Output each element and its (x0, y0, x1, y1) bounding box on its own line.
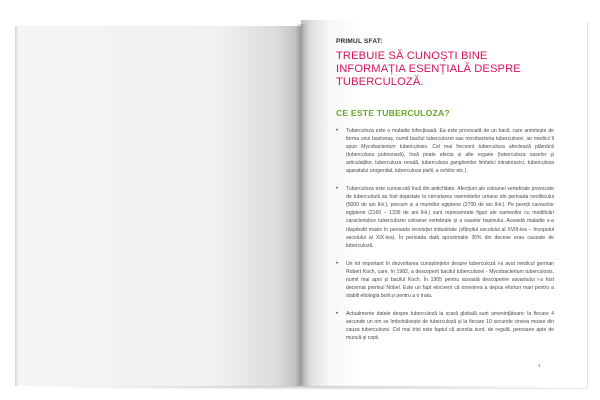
section-heading: CE ESTE TUBERCULOZA? (336, 108, 450, 118)
right-page-content (336, 38, 554, 352)
paragraph-text: Tuberculoza este cunoscută încă din antichitate. Afecțiuni ale coloanei vertebrale provocate de tuberculoză au fost depistate la cercetarea osemintelor umane din perioada neoliticului (5000 de ani îHr.), precum și a mumiilor egiptene (2700 de ani îHr.). Pe pereții cavourilor egiptene (2160 – 1335 de ani îHr.) sunt reprezentate figuri ale oamenilor cu modificări caracteristice tuberculozei coloanei vertebrale și a oaselor bazinului. Această maladie s-a răspândit masiv în perioada revoluției industriale (sfârșitul secolului al XVIII-lea – începutul secolului al XIX-lea). În perioada dată aproximativ 30% din decese erau cauzate de tuberculoză. (346, 186, 554, 249)
bullet-icon: • (336, 186, 339, 193)
paragraph-list (336, 127, 554, 342)
page-number: 1 (538, 363, 541, 368)
list-item (336, 185, 554, 249)
left-page (15, 26, 301, 386)
paragraph-text: Tuberculoza este o maladie infecțioasă. Ea este provocată de un bacil, care amintește de forma unui bastonaș, numit bacilul tuberculozei sau micobacteria tuberculozei, iar medicii îl spun Mycobacterium tuberculosis. Cel mai frecvent tuberculoza afectează plămânii (tuberculoza pulmonară), însă poate afecta și alte organe (tuberculoza oaselor și articulațiilor, tuberculoza renală, tuberculoza ganglionilor limfatici intratoracici, tuberculoza aparatului urogenital, tuberculoza pielii, a ochilor etc.). (346, 128, 554, 175)
booklet-spine (295, 24, 309, 386)
paragraph-text: Un rol important în dezvoltarea cunoștințelor despre tuberculoză l-a avut medicul german Robert Koch, care, în 1982, a descoperit bacilul tuberculozei - Mycobacterium tuberculosis, numit mai apoi și bacilul Koch. În 1905 pentru această descoperire savantului i-a fost decernat premiul Nobel. Este un fapt elocvent că omenirea a depus eforturi mari pentru a stabili etiologia bolii și pentru a o trata. (346, 260, 554, 299)
left-page-edge (15, 26, 18, 386)
list-item (336, 260, 554, 300)
bullet-icon: • (336, 260, 339, 267)
paragraph-text: Actualmente datele despre tuberculoză la scară globală sunt amenințătoare: la fiecare 4 secunde un om se îmbolnăvește de tuberculoză și la fiecare 10 secunde cineva moare din cauza tuberculozei. Cel mai trist este faptul că acestia sunt, de regulă, persoane apte de muncă și copii. (346, 310, 554, 342)
list-item (336, 127, 554, 175)
page-title: TREBUIE SĂ CUNOȘTI BINE INFORMAȚIA ESENȚIALĂ DESPRE TUBERCULOZĂ. (336, 50, 521, 88)
bullet-icon: • (336, 128, 339, 134)
page-kicker: PRIMUL SFAT: (336, 38, 383, 45)
bullet-icon: • (336, 310, 339, 317)
list-item (336, 310, 554, 342)
